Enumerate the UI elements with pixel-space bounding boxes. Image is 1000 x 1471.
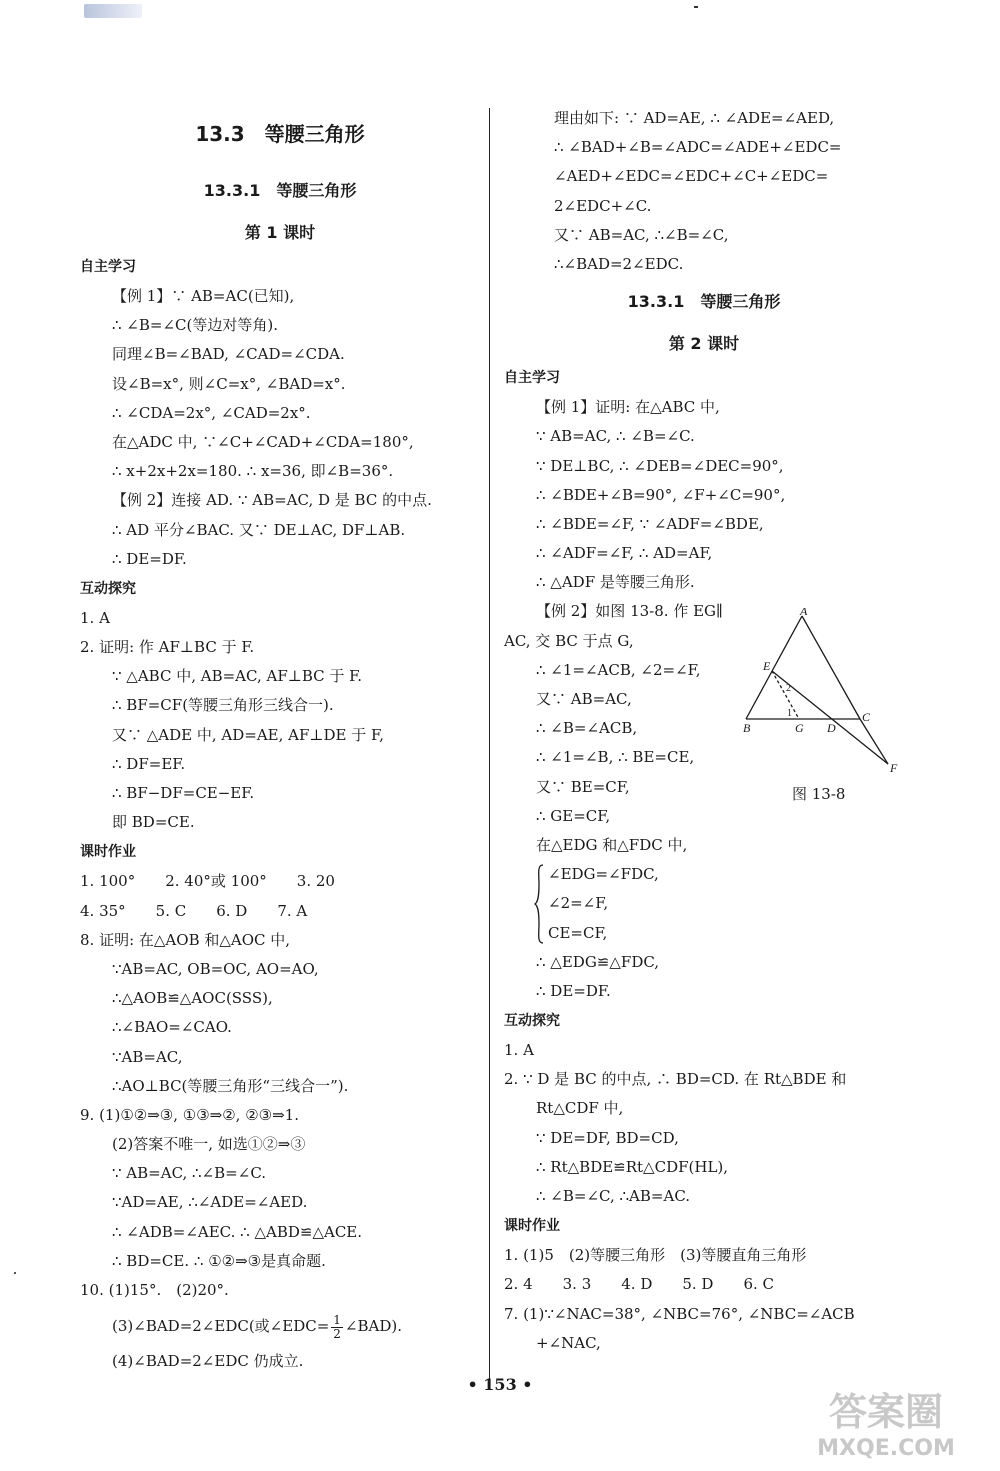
text-line: ∴ Rt△BDE≌Rt△CDF(HL), [536, 1157, 729, 1176]
label-angle-2: 2 [786, 683, 791, 694]
text-line: ∵ DE=DF, BD=CD, [536, 1128, 679, 1147]
text-line: ∴∠BAO=∠CAO. [112, 1018, 232, 1037]
text-line: ∴ ∠BDE=∠F, ∵ ∠ADF=∠BDE, [536, 514, 764, 533]
text-line: 【例 2】如图 13-8. 作 EG∥ [536, 602, 723, 621]
text-line: ∠AED+∠EDC=∠EDC+∠C+∠EDC= [554, 167, 829, 186]
text-line: ∴ DE=DF. [536, 981, 611, 1000]
label-b: B [743, 721, 751, 735]
text-line: 1. A [504, 1041, 534, 1060]
text-line: ∴ ∠CDA=2x°, ∠CAD=2x°. [112, 403, 311, 422]
label-angle-1: 1 [787, 708, 792, 719]
heading-homework: 课时作业 [80, 844, 136, 861]
text-line: ∴ DF=EF. [112, 754, 186, 773]
text-line: 2. 证明: 作 AF⊥BC 于 F. [80, 638, 255, 657]
column-divider [489, 108, 490, 1388]
text-line: (2)答案不唯一, 如选①②⇒③ [112, 1135, 306, 1154]
text-line: 即 BD=CE. [112, 813, 195, 832]
watermark-logo [786, 1381, 986, 1461]
text-line: ∵AB=AC, [112, 1047, 183, 1066]
figure-caption: 图 13-8 [792, 785, 846, 803]
text-line: 2. ∵ D 是 BC 的中点, ∴ BD=CD. 在 Rt△BDE 和 [504, 1070, 847, 1089]
numerator: 1 [333, 1312, 341, 1327]
text-line: 在△EDG 和△FDC 中, [536, 835, 688, 854]
heading-self-study: 自主学习 [80, 259, 136, 275]
text-line: 【例 1】证明: 在△ABC 中, [536, 398, 720, 417]
subsection-title: 13.3.1 等腰三角形 [203, 181, 357, 200]
segment-eg-dashed [772, 671, 799, 719]
text-line: ∴ ∠B=∠C, ∴AB=AC. [536, 1187, 691, 1205]
label-d: D [827, 721, 836, 735]
text-line: 4. 35° 5. C 6. D 7. A [80, 901, 308, 920]
text-line: ∴ ∠B=∠C(等边对等角). [112, 316, 278, 335]
text-line: 同理∠B=∠BAD, ∠CAD=∠CDA. [112, 345, 345, 364]
text-line: 设∠B=x°, 则∠C=x°, ∠BAD=x°. [112, 374, 346, 393]
text-line: 2. 4 3. 3 4. D 5. D 6. C [504, 1275, 775, 1294]
text-line: CE=CF, [548, 923, 608, 942]
text-part: ∠BAD). [344, 1317, 402, 1336]
text-line: ∵ DE⊥BC, ∴ ∠DEB=∠DEC=90°, [536, 456, 784, 475]
text-line: ∵ △ABC 中, AB=AC, AF⊥BC 于 F. [112, 667, 362, 686]
text-line: ∴ ∠BAD+∠B=∠ADC=∠ADE+∠EDC= [554, 138, 842, 157]
text-line: 又∵ △ADE 中, AD=AE, AF⊥DE 于 F, [112, 725, 384, 744]
text-line: 9. (1)①②⇒③, ①③⇒②, ②③⇒1. [80, 1105, 299, 1124]
left-dot [14, 1272, 16, 1274]
segment-cf [860, 719, 888, 764]
watermark-url-text: MXQE.COM [817, 1436, 955, 1461]
text-line: ∴ x+2x+2x=180. ∴ x=36, 即∠B=36°. [112, 462, 394, 481]
heading-interactive: 互动探究 [504, 1013, 560, 1030]
corner-scan-mark [84, 4, 142, 18]
left-brace-icon [534, 864, 544, 944]
text-line: (4)∠BAD=2∠EDC 仍成立. [112, 1352, 304, 1371]
text-line: 又∵ AB=AC, ∴∠B=∠C, [554, 225, 729, 244]
text-line: 1. A [80, 608, 110, 627]
text-line: +∠NAC, [536, 1333, 601, 1352]
text-line: ∴△AOB≌△AOC(SSS), [112, 989, 273, 1008]
segment-ac [802, 616, 860, 719]
section-title: 13.3 等腰三角形 [195, 122, 365, 146]
text-part: (3)∠BAD=2∠EDC(或∠EDC= [112, 1317, 330, 1336]
heading-interactive: 互动探究 [80, 580, 136, 597]
text-line: ∴ ∠BDE+∠B=90°, ∠F+∠C=90°, [536, 485, 786, 504]
watermark-main-text: 答案圈 [828, 1390, 944, 1434]
text-line: ∴ △EDG≌△FDC, [536, 952, 660, 971]
subsection-title: 13.3.1 等腰三角形 [627, 292, 781, 312]
figure-13-8 [736, 608, 906, 778]
text-line: ∴ BF−DF=CE−EF. [112, 784, 255, 802]
label-g: G [795, 721, 804, 735]
text-line: AC, 交 BC 于点 G, [504, 631, 634, 650]
lesson-title: 第 2 课时 [668, 334, 740, 354]
text-line: ∵ AB=AC, ∴∠B=∠C. [112, 1164, 267, 1183]
brace-conditions [504, 860, 904, 948]
text-line: 1. (1)5 (2)等腰三角形 (3)等腰直角三角形 [504, 1246, 807, 1265]
text-line: ∵AD=AE, ∴∠ADE=∠AED. [112, 1193, 308, 1212]
text-line: ∴ △ADF 是等腰三角形. [536, 573, 695, 592]
text-line-fraction [80, 1305, 480, 1347]
text-line: ∴ DE=DF. [112, 549, 187, 568]
text-line: Rt△CDF 中, [536, 1099, 624, 1118]
text-line: ∴ BD=CE. ∴ ①②⇒③是真命题. [112, 1251, 326, 1270]
text-line: ∴∠BAD=2∠EDC. [554, 254, 684, 273]
label-c: C [862, 710, 871, 724]
lesson-title: 第 1 课时 [244, 223, 316, 242]
denominator: 2 [333, 1326, 341, 1341]
label-f: F [890, 761, 898, 775]
text-line: 7. (1)∵∠NAC=38°, ∠NBC=76°, ∠NBC=∠ACB [504, 1304, 855, 1323]
text-line: 又∵ BE=CF, [536, 777, 630, 796]
text-line: ∠EDG=∠FDC, [548, 865, 659, 884]
label-a: A [800, 608, 808, 618]
text-line: ∴ AD 平分∠BAC. 又∵ DE⊥AC, DF⊥AB. [112, 520, 406, 539]
text-line: ∵AB=AC, OB=OC, AO=AO, [112, 959, 319, 978]
page-number: • 153 • [467, 1375, 533, 1394]
segment-ab [746, 616, 802, 719]
text-line: 在△ADC 中, ∵∠C+∠CAD+∠CDA=180°, [112, 432, 414, 451]
label-e: E [763, 659, 771, 673]
text-line: ∴ ∠B=∠ACB, [536, 719, 638, 738]
text-line: ∴ ∠ADF=∠F, ∴ AD=AF, [536, 544, 713, 563]
text-line: ∴ GE=CF, [536, 806, 611, 825]
text-line: ∴ BF=CF(等腰三角形三线合一). [112, 696, 334, 715]
text-line: 10. (1)15°. (2)20°. [80, 1281, 229, 1299]
text-line: ∠2=∠F, [548, 894, 609, 913]
text-line: ∴ ∠1=∠ACB, ∠2=∠F, [536, 660, 701, 679]
text-line: 又∵ AB=AC, [536, 690, 632, 708]
text-line: 8. 证明: 在△AOB 和△AOC 中, [80, 930, 291, 949]
heading-self-study: 自主学习 [504, 370, 560, 387]
text-line: 【例 2】连接 AD. ∵ AB=AC, D 是 BC 的中点. [112, 491, 432, 510]
left-column [80, 116, 480, 1376]
text-line: ∴ ∠1=∠B, ∴ BE=CE, [536, 748, 695, 767]
text-line: ∴AO⊥BC(等腰三角形“三线合一”). [112, 1076, 349, 1095]
text-line: 2∠EDC+∠C. [554, 196, 652, 215]
fraction-one-half [331, 1314, 343, 1341]
text-line: 【例 1】∵ AB=AC(已知), [112, 287, 295, 305]
text-line: ∵ AB=AC, ∴ ∠B=∠C. [536, 427, 695, 446]
heading-homework: 课时作业 [504, 1218, 560, 1235]
text-line: ∴ ∠ADB=∠AEC. ∴ △ABD≌△ACE. [112, 1222, 363, 1241]
text-line: 理由如下: ∵ AD=AE, ∴ ∠ADE=∠AED, [554, 109, 835, 127]
top-dot [694, 6, 698, 8]
text-line: 1. 100° 2. 40°或 100° 3. 20 [80, 872, 335, 891]
